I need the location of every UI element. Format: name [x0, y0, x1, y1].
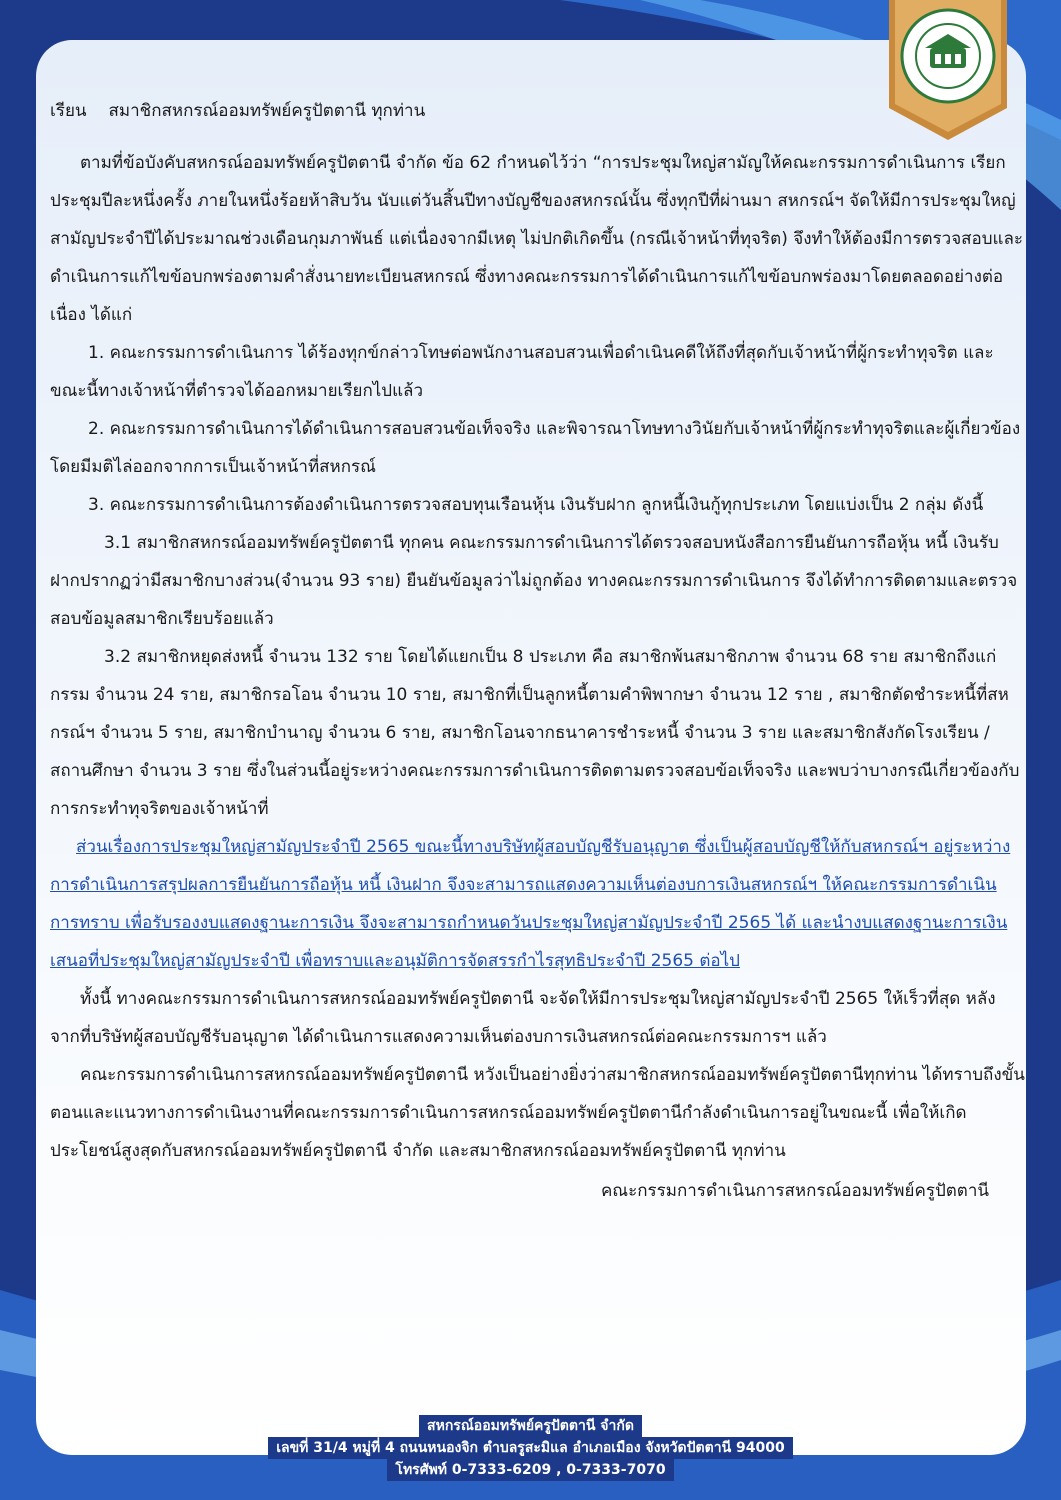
item-2: 2. คณะกรรมการดำเนินการได้ดำเนินการสอบสวนข้อเท็จจริง และพิจารณาโทษทางวินัยกับเจ้าหน้าที่ผู้กระทำทุจริตและผู้เกี่ยวข้อง โดยมีมติไล่ออกจากการเป็นเจ้าหน้าที่สหกรณ์: [50, 419, 1021, 477]
footer-phone: โทรศัพท์ 0-7333-6209 , 0-7333-7070: [387, 1459, 673, 1481]
paragraph-3: คณะกรรมการดำเนินการสหกรณ์ออมทรัพย์ครูปัตตานี หวังเป็นอย่างยิ่งว่าสมาชิกสหกรณ์ออมทรัพย์ครูปัตตานีทุกท่าน ได้ทราบถึงขั้นตอนและแนวทางการดำเนินงานที่คณะกรรมการดำเนินการสหกรณ์ออมทรัพย์ครูปัตตานีกำลังดำเนินการอยู่ในขณะนี้ เพื่อให้เกิดประโยชน์สูงสุดกับสหกรณ์ออมทรัพย์ครูปัตตานี จำกัด และสมาชิกสหกรณ์ออมทรัพย์ครูปัตตานี ทุกท่าน: [50, 1065, 1025, 1161]
footer: [0, 1415, 1061, 1481]
intro-paragraph: ตามที่ข้อบังคับสหกรณ์ออมทรัพย์ครูปัตตานี จำกัด ข้อ 62 กำหนดไว้ว่า “การประชุมใหญ่สามัญให้คณะกรรมการดำเนินการ เรียกประชุมปีละหนึ่งครั้ง ภายในหนึ่งร้อยห้าสิบวัน นับแต่วันสิ้นปีทางบัญชีของสหกรณ์นั้น ซึ่งทุกปีที่ผ่านมา สหกรณ์ฯ จัดให้มีการประชุมใหญ่สามัญประจำปีได้ประมาณช่วงเดือนกุมภาพันธ์ แต่เนื่องจากมีเหตุ ไม่ปกติเกิดขึ้น (กรณีเจ้าหน้าที่ทุจริต) จึงทำให้ต้องมีการตรวจสอบและดำเนินการแก้ไขข้อบกพร่องตามคำสั่งนายทะเบียนสหกรณ์ ซึ่งทางคณะกรรมการได้ดำเนินการแก้ไขข้อบกพร่องมาโดยตลอดอย่างต่อเนื่อง ได้แก่: [50, 153, 1024, 325]
letter-body: [50, 92, 1025, 1210]
item-3: 3. คณะกรรมการดำเนินการต้องดำเนินการตรวจสอบทุนเรือนหุ้น เงินรับฝาก ลูกหนี้เงินกู้ทุกประเภท โดยแบ่งเป็น 2 กลุ่ม ดังนี้: [88, 495, 984, 515]
signature: คณะกรรมการดำเนินการสหกรณ์ออมทรัพย์ครูปัตตานี: [600, 1181, 989, 1201]
paragraph-2: ทั้งนี้ ทางคณะกรรมการดำเนินการสหกรณ์ออมทรัพย์ครูปัตตานี จะจัดให้มีการประชุมใหญ่สามัญประจำปี 2565 ให้เร็วที่สุด หลังจากที่บริษัทผู้สอบบัญชีรับอนุญาต ได้ดำเนินการแสดงความเห็นต่องบการเงินสหกรณ์ต่อคณะกรรมการฯ แล้ว: [50, 989, 996, 1047]
footer-org-name: สหกรณ์ออมทรัพย์ครูปัตตานี จำกัด: [419, 1415, 642, 1437]
salutation-recipient: สมาชิกสหกรณ์ออมทรัพย์ครูปัตตานี ทุกท่าน: [108, 101, 426, 121]
meeting-notice-link[interactable]: ส่วนเรื่องการประชุมใหญ่สามัญประจำปี 2565 ขณะนี้ทางบริษัทผู้สอบบัญชีรับอนุญาต ซึ่งเป็นผู้สอบบัญชีให้กับสหกรณ์ฯ อยู่ระหว่างการดำเนินการสรุปผลการยืนยันการถือหุ้น หนี้ เงินฝาก จึงจะสามารถแสดงความเห็นต่องบการเงินสหกรณ์ฯ ให้คณะกรรมการดำเนินการทราบ เพื่อรับรองงบแสดงฐานะการเงิน จึงจะสามารถกำหนดวันประชุมใหญ่สามัญประจำปี 2565 ได้ และนำงบแสดงฐานะการเงินเสนอที่ประชุมใหญ่สามัญประจำปี เพื่อทราบและอนุมัติการจัดสรรกำไรสุทธิประจำปี 2565 ต่อไป: [50, 837, 1011, 971]
footer-address: เลขที่ 31/4 หมู่ที่ 4 ถนนหนองจิก ตำบลรูสะมิแล อำเภอเมือง จังหวัดปัตตานี 94000: [268, 1437, 792, 1459]
salutation: [50, 92, 1025, 130]
item-3-1: 3.1 สมาชิกสหกรณ์ออมทรัพย์ครูปัตตานี ทุกคน คณะกรรมการดำเนินการได้ตรวจสอบหนังสือการยืนยันการถือหุ้น หนี้ เงินรับฝากปรากฏว่ามีสมาชิกบางส่วน(จำนวน 93 ราย) ยืนยันข้อมูลว่าไม่ถูกต้อง ทางคณะกรรมการดำเนินการ จึงได้ทำการติดตามและตรวจสอบข้อมูลสมาชิกเรียบร้อยแล้ว: [50, 533, 1018, 629]
item-1: 1. คณะกรรมการดำเนินการ ได้ร้องทุกข์กล่าวโทษต่อพนักงานสอบสวนเพื่อดำเนินคดีให้ถึงที่สุดกับเจ้าหน้าที่ผู้กระทำทุจริต และขณะนี้ทางเจ้าหน้าที่ตำรวจได้ออกหมายเรียกไปแล้ว: [50, 343, 994, 401]
salutation-label: เรียน: [50, 101, 87, 121]
item-3-2: 3.2 สมาชิกหยุดส่งหนี้ จำนวน 132 ราย โดยได้แยกเป็น 8 ประเภท คือ สมาชิกพ้นสมาชิกภาพ จำนวน 68 ราย สมาชิกถึงแก่กรรม จำนวน 24 ราย, สมาชิกรอโอน จำนวน 10 ราย, สมาชิกที่เป็นลูกหนี้ตามคำพิพากษา จำนวน 12 ราย , สมาชิกตัดชำระหนี้ที่สหกรณ์ฯ จำนวน 5 ราย, สมาชิกบำนาญ จำนวน 6 ราย, สมาชิกโอนจากธนาคารชำระหนี้ จำนวน 3 ราย และสมาชิกสังกัดโรงเรียน /สถานศึกษา จำนวน 3 ราย ซึ่งในส่วนนี้อยู่ระหว่างคณะกรรมการดำเนินการติดตามตรวจสอบข้อเท็จจริง และพบว่าบางกรณีเกี่ยวข้องกับการกระทำทุจริตของเจ้าหน้าที่: [50, 647, 1020, 819]
